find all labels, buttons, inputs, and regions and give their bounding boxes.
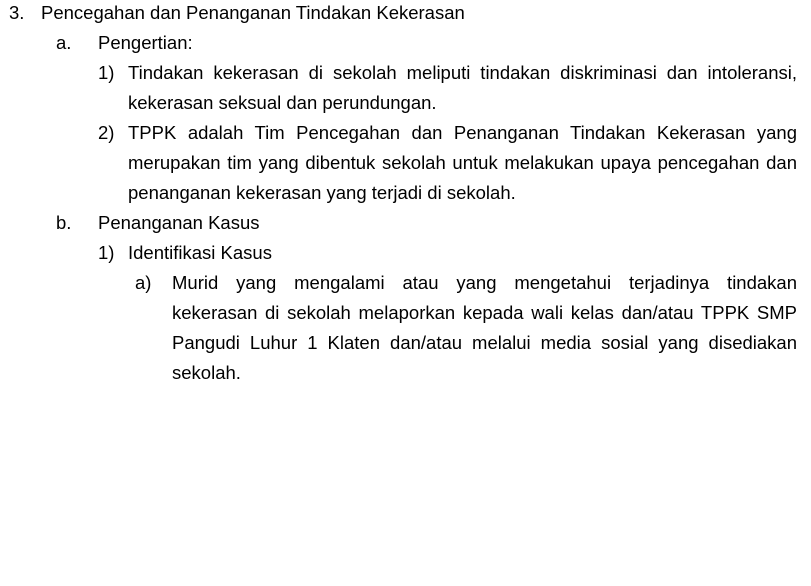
list-marker-a-1: 1) <box>98 62 115 83</box>
list-marker-b-1-a: a) <box>135 272 152 293</box>
subsection-title-b: Penanganan Kasus <box>98 212 260 233</box>
subsection-marker-a: a. <box>56 32 72 53</box>
list-text-a-1: Tindakan kekerasan di sekolah meliputi tindakan diskriminasi dan intoleransi, kekerasan seksual dan perundungan. <box>128 62 797 113</box>
subsection-title-a: Pengertian: <box>98 32 193 53</box>
list-text-b-1-a: Murid yang mengalami atau yang mengetahui terjadinya tindakan kekerasan di sekolah melaporkan kepada wali kelas dan/atau TPPK SMP Pangudi Luhur 1 Klaten dan/atau melalui media sosial yang disediakan sekolah. <box>172 272 797 383</box>
list-text-b-1: Identifikasi Kasus <box>128 242 272 263</box>
list-marker-a-2: 2) <box>98 122 115 143</box>
subsection-marker-b: b. <box>56 212 72 233</box>
section-number: 3. <box>9 2 25 23</box>
list-text-a-2: TPPK adalah Tim Pencegahan dan Penanganan Tindakan Kekerasan yang merupakan tim yang dibentuk sekolah untuk melakukan upaya pencegahan dan penanganan kekerasan yang terjadi di sekolah. <box>128 122 797 203</box>
list-marker-b-1: 1) <box>98 242 115 263</box>
section-title: Pencegahan dan Penanganan Tindakan Kekerasan <box>41 2 465 23</box>
